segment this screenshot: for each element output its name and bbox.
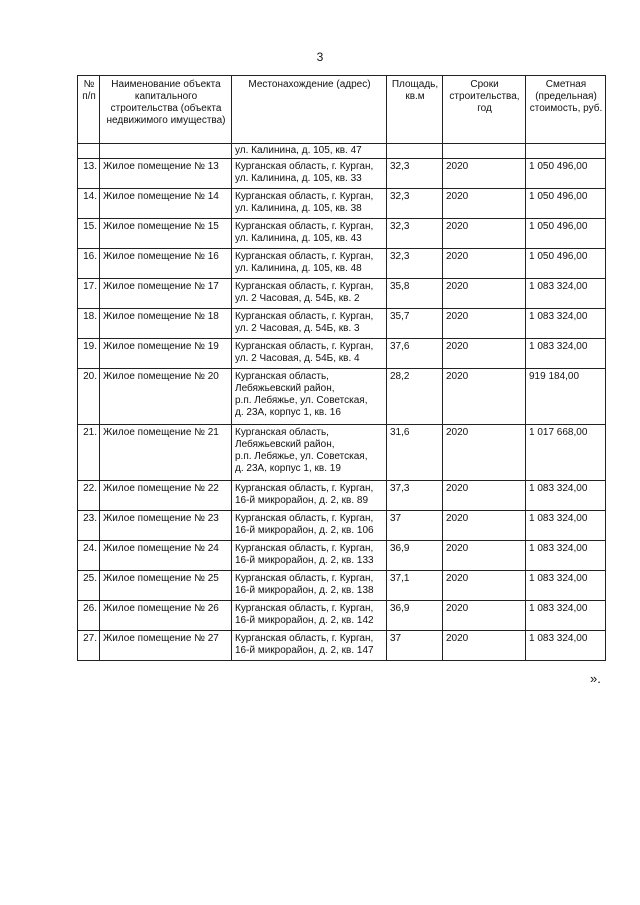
cell-name: Жилое помещение № 13 [100,159,232,189]
table-row [78,159,606,189]
cell-address [232,601,387,631]
cell-num: 22. [78,481,100,511]
cell-address: ул. Калинина, д. 105, кв. 47 [232,144,387,159]
table-row [78,219,606,249]
cell-cost: 1 083 324,00 [526,601,606,631]
address-line: ул. 2 Часовая, д. 54Б, кв. 4 [235,353,360,364]
cell-cost: 1 083 324,00 [526,309,606,339]
address-line: Курганская область, г. Курган, [235,311,374,322]
header-name: Наименование объекта капитального строительства (объекта недвижимого имущества) [100,76,232,144]
cell-cost: 1 083 324,00 [526,571,606,601]
cell-area: 36,9 [387,541,443,571]
cell-name: Жилое помещение № 21 [100,425,232,481]
address-line: ул. Калинина, д. 105, кв. 33 [235,173,362,184]
header-address: Местонахождение (адрес) [232,76,387,144]
cell-num: 21. [78,425,100,481]
address-line: ул. Калинина, д. 105, кв. 38 [235,203,362,214]
cell-area: 37 [387,631,443,661]
table-row-continuation [78,144,606,159]
cell-term: 2020 [443,369,526,425]
cell-term: 2020 [443,249,526,279]
cell-cost: 1 083 324,00 [526,279,606,309]
cell-name: Жилое помещение № 15 [100,219,232,249]
cell-cost: 1 083 324,00 [526,481,606,511]
cell-address [232,425,387,481]
cell-name: Жилое помещение № 26 [100,601,232,631]
address-line: 16-й микрорайон, д. 2, кв. 89 [235,495,369,506]
cell-area: 37 [387,511,443,541]
cell-area: 32,3 [387,189,443,219]
address-line: 16-й микрорайон, д. 2, кв. 138 [235,585,374,596]
cell-area: 31,6 [387,425,443,481]
cell-num: 16. [78,249,100,279]
cell-area: 28,2 [387,369,443,425]
header-cost: Сметная (предельная) стоимость, руб. [526,76,606,144]
cell-name: Жилое помещение № 22 [100,481,232,511]
table-row [78,339,606,369]
table-row [78,481,606,511]
cell-address [232,571,387,601]
address-line: Курганская область, г. Курган, [235,251,374,262]
cell-area: 32,3 [387,249,443,279]
cell-address [232,189,387,219]
cell-cost [526,144,606,159]
cell-cost: 1 050 496,00 [526,159,606,189]
cell-area: 37,1 [387,571,443,601]
cell-name: Жилое помещение № 20 [100,369,232,425]
table-row [78,425,606,481]
cell-num: 15. [78,219,100,249]
header-num: № п/п [78,76,100,144]
address-line: Курганская область, г. Курган, [235,341,374,352]
address-line: Лебяжьевский район, [235,383,335,394]
cell-name: Жилое помещение № 27 [100,631,232,661]
cell-address [232,481,387,511]
cell-name: Жилое помещение № 17 [100,279,232,309]
table-row [78,631,606,661]
cell-address [232,339,387,369]
address-line: д. 23А, корпус 1, кв. 19 [235,463,341,474]
table-row [78,369,606,425]
address-line: Курганская область, г. Курган, [235,513,374,524]
cell-term: 2020 [443,511,526,541]
address-line: ул. 2 Часовая, д. 54Б, кв. 3 [235,323,360,334]
cell-cost: 1 083 324,00 [526,631,606,661]
table-row [78,601,606,631]
address-line: Курганская область, [235,371,329,382]
cell-term: 2020 [443,219,526,249]
table-row [78,279,606,309]
cell-name: Жилое помещение № 23 [100,511,232,541]
address-line: Лебяжьевский район, [235,439,335,450]
cell-term: 2020 [443,159,526,189]
cell-cost: 1 050 496,00 [526,189,606,219]
address-line: 16-й микрорайон, д. 2, кв. 106 [235,525,374,536]
page-number: 3 [316,50,324,64]
address-line: Курганская область, г. Курган, [235,573,374,584]
address-line: ул. Калинина, д. 105, кв. 43 [235,233,362,244]
cell-num: 18. [78,309,100,339]
header-term: Сроки строительства, год [443,76,526,144]
cell-term [443,144,526,159]
cell-num [78,144,100,159]
cell-address [232,511,387,541]
closing-quote: ». [590,671,601,686]
cell-num: 23. [78,511,100,541]
cell-area: 32,3 [387,219,443,249]
table-row [78,571,606,601]
cell-cost: 1 050 496,00 [526,249,606,279]
cell-address [232,219,387,249]
address-line: ул. 2 Часовая, д. 54Б, кв. 2 [235,293,360,304]
cell-name: Жилое помещение № 18 [100,309,232,339]
cell-num: 26. [78,601,100,631]
cell-term: 2020 [443,309,526,339]
cell-num: 17. [78,279,100,309]
cell-address [232,369,387,425]
cell-address [232,631,387,661]
cell-cost: 1 083 324,00 [526,511,606,541]
address-line: Курганская область, [235,427,329,438]
cell-num: 14. [78,189,100,219]
address-line: Курганская область, г. Курган, [235,483,374,494]
address-line: 16-й микрорайон, д. 2, кв. 133 [235,555,374,566]
cell-num: 25. [78,571,100,601]
address-line: Курганская область, г. Курган, [235,191,374,202]
table-row [78,309,606,339]
cell-area: 37,6 [387,339,443,369]
cell-address [232,541,387,571]
cell-name: Жилое помещение № 25 [100,571,232,601]
cell-area: 37,3 [387,481,443,511]
cell-area [387,144,443,159]
address-line: Курганская область, г. Курган, [235,161,374,172]
cell-cost: 1 050 496,00 [526,219,606,249]
cell-name: Жилое помещение № 14 [100,189,232,219]
table-header-row [78,76,606,144]
address-line: ул. Калинина, д. 105, кв. 48 [235,263,362,274]
address-line: р.п. Лебяжье, ул. Советская, [235,395,368,406]
cell-name [100,144,232,159]
cell-address [232,159,387,189]
cell-address [232,279,387,309]
address-line: 16-й микрорайон, д. 2, кв. 142 [235,615,374,626]
cell-term: 2020 [443,279,526,309]
cell-term: 2020 [443,571,526,601]
cell-address [232,249,387,279]
cell-area: 35,7 [387,309,443,339]
cell-num: 20. [78,369,100,425]
cell-name: Жилое помещение № 24 [100,541,232,571]
cell-num: 24. [78,541,100,571]
property-table [77,75,606,661]
cell-area: 35,8 [387,279,443,309]
address-line: д. 23А, корпус 1, кв. 16 [235,407,341,418]
address-line: Курганская область, г. Курган, [235,543,374,554]
cell-cost: 1 017 668,00 [526,425,606,481]
cell-term: 2020 [443,631,526,661]
cell-name: Жилое помещение № 16 [100,249,232,279]
cell-cost: 919 184,00 [526,369,606,425]
table-row [78,249,606,279]
cell-cost: 1 083 324,00 [526,339,606,369]
cell-area: 36,9 [387,601,443,631]
address-line: Курганская область, г. Курган, [235,221,374,232]
cell-term: 2020 [443,339,526,369]
cell-address [232,309,387,339]
address-line: 16-й микрорайон, д. 2, кв. 147 [235,645,374,656]
cell-term: 2020 [443,481,526,511]
cell-term: 2020 [443,541,526,571]
header-area: Площадь, кв.м [387,76,443,144]
address-line: Курганская область, г. Курган, [235,633,374,644]
cell-term: 2020 [443,425,526,481]
cell-term: 2020 [443,601,526,631]
address-line: Курганская область, г. Курган, [235,281,374,292]
table-row [78,541,606,571]
cell-cost: 1 083 324,00 [526,541,606,571]
table-row [78,189,606,219]
table-row [78,511,606,541]
address-line: р.п. Лебяжье, ул. Советская, [235,451,368,462]
cell-name: Жилое помещение № 19 [100,339,232,369]
cell-num: 27. [78,631,100,661]
cell-term: 2020 [443,189,526,219]
address-line: Курганская область, г. Курган, [235,603,374,614]
cell-area: 32,3 [387,159,443,189]
cell-num: 13. [78,159,100,189]
cell-num: 19. [78,339,100,369]
